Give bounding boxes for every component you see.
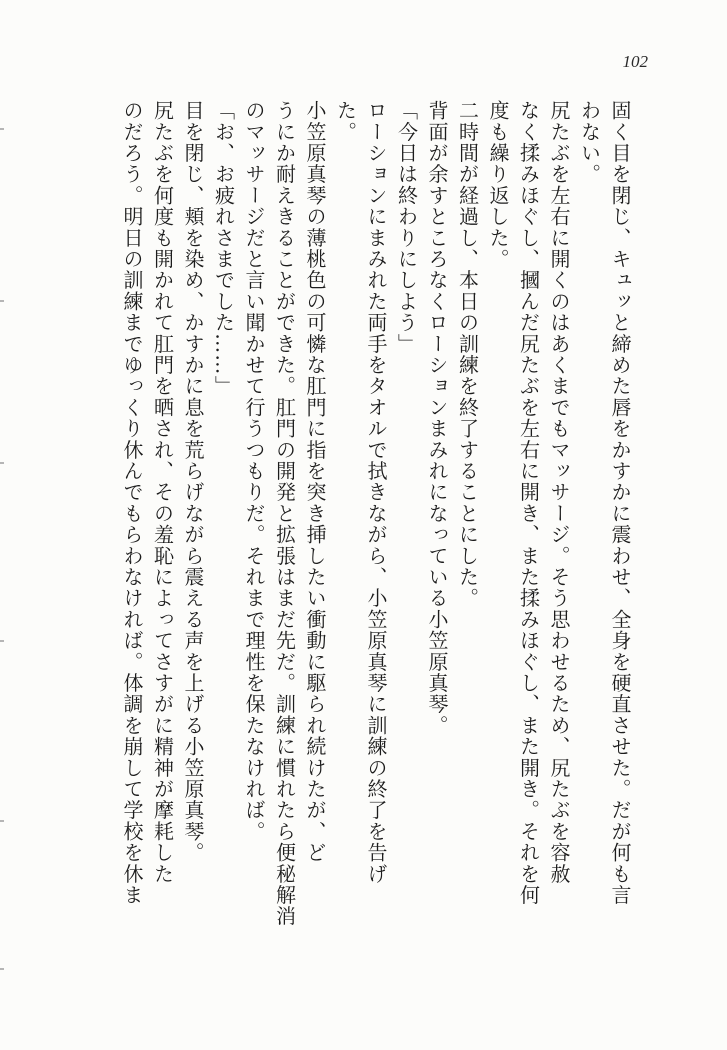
- text-line: わない。: [577, 100, 602, 185]
- text-line: 度も繰り返した。: [486, 100, 510, 270]
- text-line: 尻たぶを何度も開かれて肛門を晒され、その羞恥によってさすがに精神が摩耗した: [150, 100, 175, 885]
- page-number: 102: [622, 52, 648, 71]
- scan-edge-mark: [0, 820, 4, 822]
- text-line: のマッサージだと言い聞かせて行うつもりだ。それまで理性を保たなければ。: [242, 100, 266, 842]
- text-line: 「お、お疲れさまでした……」: [211, 100, 236, 397]
- text-line: 二時間が経過し、本日の訓練を終了することにした。: [455, 100, 480, 609]
- text-line: 固く目を閉じ、キュッと締めた唇をかすかに震わせ、全身を硬直させた。だが何も言: [608, 100, 632, 906]
- text-line: のだろう。明日の訓練までゆっくり休んでもらわなければ。体調を崩して学校を休ま: [120, 100, 144, 906]
- vertical-text-block: [117, 100, 636, 1000]
- scan-edge-mark: [0, 968, 4, 970]
- text-line: 尻たぶを左右に開くのはあくまでもマッサージ。そう思わせるため、尻たぶを容赦: [547, 100, 571, 885]
- scan-edge-mark: [0, 300, 4, 302]
- text-line: うにか耐えきることができた。肛門の開発と拡張はまだ先だ。訓練に慣れたら便秘解消: [272, 100, 297, 927]
- text-line: 目を閉じ、頬を染め、かすかに息を荒らげながら震える声を上げる小笠原真琴。: [181, 100, 205, 864]
- text-line: なく揉みほぐし、摑んだ尻たぶを左右に開き、また揉みほぐし、また開き。それを何: [516, 100, 541, 906]
- text-line: た。: [333, 100, 358, 143]
- scan-edge-mark: [0, 462, 4, 464]
- text-line: 小笠原真琴の薄桃色の可憐な肛門に指を突き挿したい衝動に駆られ続けたが、ど: [303, 100, 327, 864]
- scan-edge-mark: [0, 128, 4, 130]
- scan-edge-mark: [0, 640, 4, 642]
- text-line: 「今日は終わりにしよう」: [394, 100, 419, 355]
- text-line: ローションにまみれた両手をタオルで拭きながら、小笠原真琴に訓練の終了を告げ: [364, 100, 388, 885]
- text-line: 背面が余すところなくローションまみれになっている小笠原真琴。: [425, 100, 449, 736]
